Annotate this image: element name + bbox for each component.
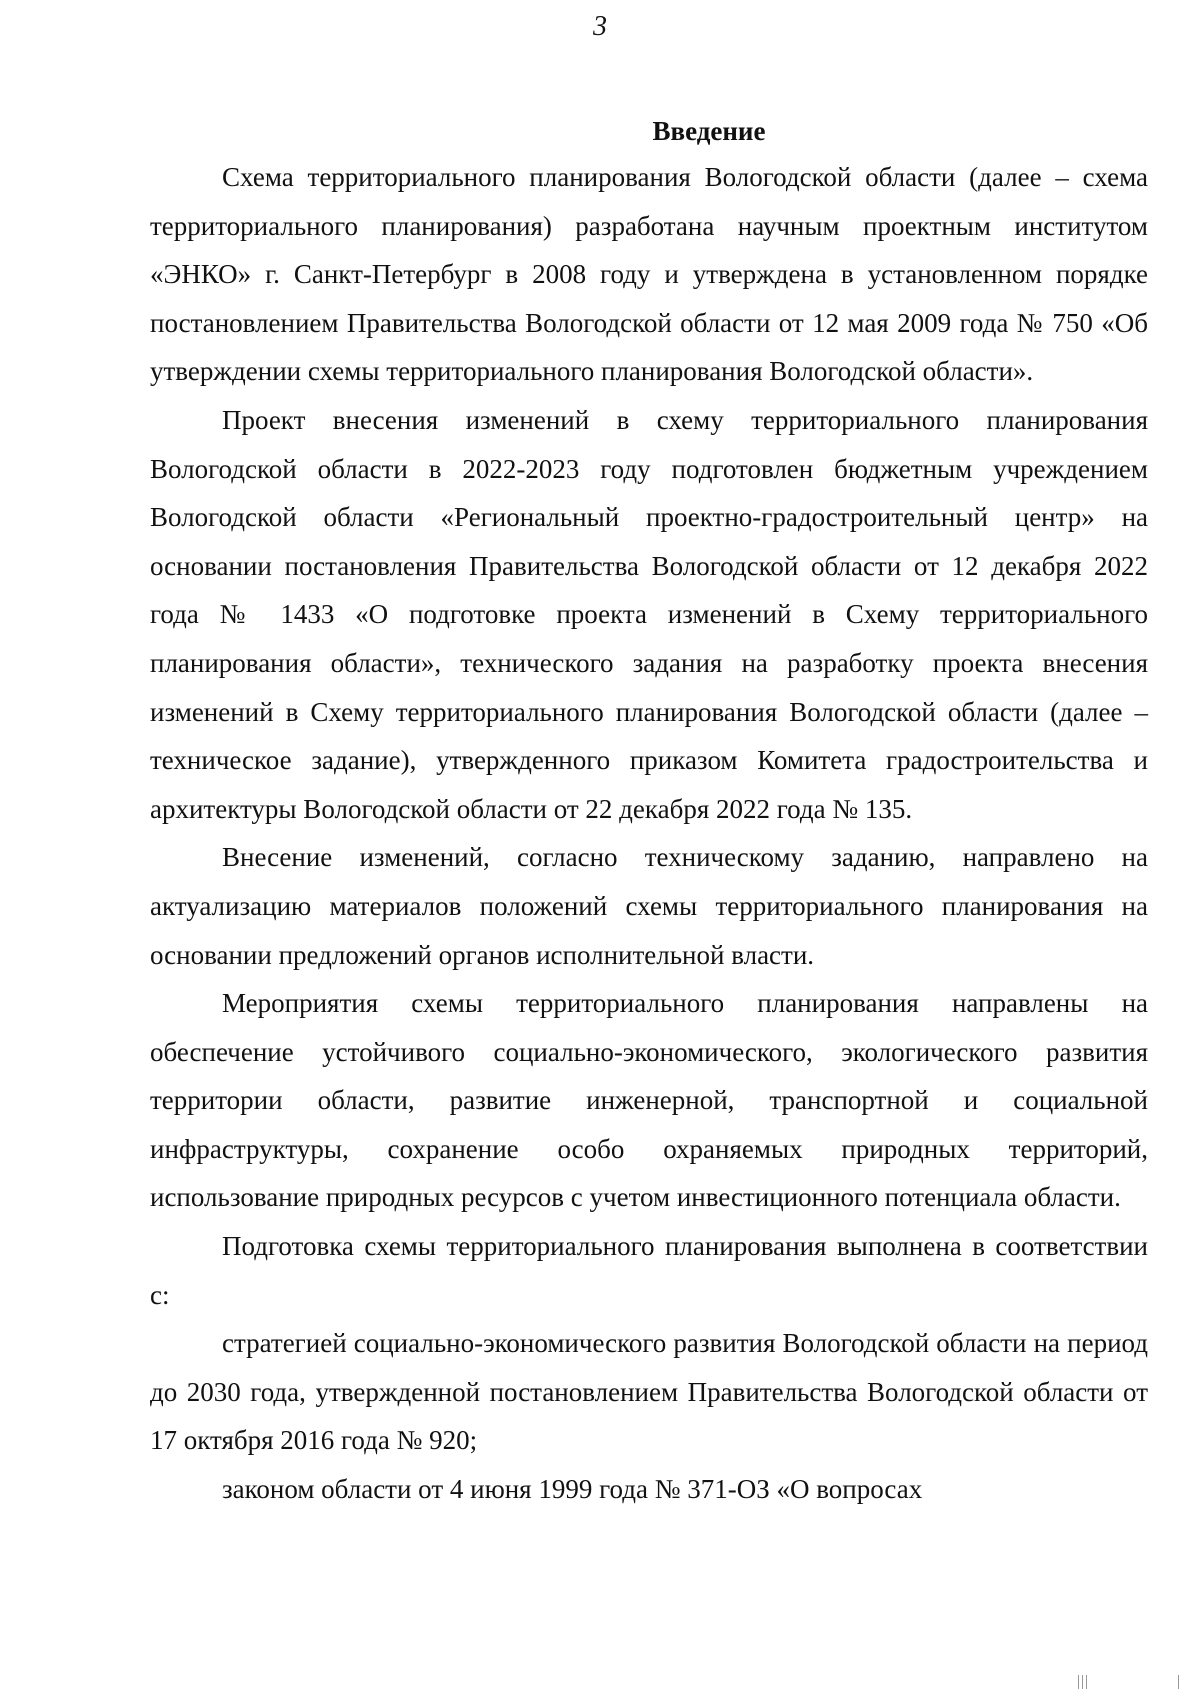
paragraph-measures: Мероприятия схемы территориального планирования направлены на обеспечение устойчивого социально-экономического, экологического развития территории области, развитие инженерной, транспортной и социальной инфраструктуры, сохранение особо охраняемых природных территорий, использование природных ресурсов с учетом инвестиционного потенциала области. — [150, 988, 1148, 1213]
document-body — [150, 113, 1148, 1514]
paragraph-project: Проект внесения изменений в схему территориального планирования Вологодской области в 2022-2023 году подготовлен бюджетным учреждением Вологодской области «Региональный проектно-градостроительный центр» на основании постановления Правительства Вологодской области от 12 декабря 2022 года № 1433 «О подготовке проекта изменений в Схему территориального планирования области», технического задания на разработку проекта внесения изменений в Схему территориального планирования Вологодской области (далее – техническое задание), утвержденного приказом Комитета градостроительства и архитектуры Вологодской области от 22 декабря 2022 года № 135. — [150, 404, 1148, 824]
paragraph-changes: Внесение изменений, согласно техническому заданию, направлено на актуализацию материалов положений схемы территориального планирования на основании предложений органов исполнительной власти. — [150, 842, 1148, 970]
paragraph-intro: Схема территориального планирования Вологодской области (далее – схема территориального планирования) разработана научным проектным институтом «ЭНКО» г. Санкт-Петербург в 2008 году и утверждена в установленном порядке постановлением Правительства Вологодской области от 12 мая 2009 года № 750 «Об утверждении схемы территориального планирования Вологодской области». — [150, 162, 1148, 387]
paragraph-strategy: стратегией социально-экономического развития Вологодской области на период до 2030 года, утвержденной постановлением Правительства Вологодской области от 17 октября 2016 года № 920; — [150, 1328, 1148, 1456]
paragraph-law: законом области от 4 июня 1999 года № 371-ОЗ «О вопросах — [222, 1474, 923, 1505]
scan-mark — [1086, 1675, 1087, 1689]
paragraph-preparation: Подготовка схемы территориального планирования выполнена в соответствии с: — [150, 1231, 1148, 1310]
scan-mark — [1078, 1675, 1079, 1689]
scan-mark — [1178, 1675, 1179, 1689]
page-number: 3 — [593, 11, 607, 42]
section-heading: Введение — [652, 116, 766, 146]
scan-mark — [1082, 1675, 1083, 1689]
